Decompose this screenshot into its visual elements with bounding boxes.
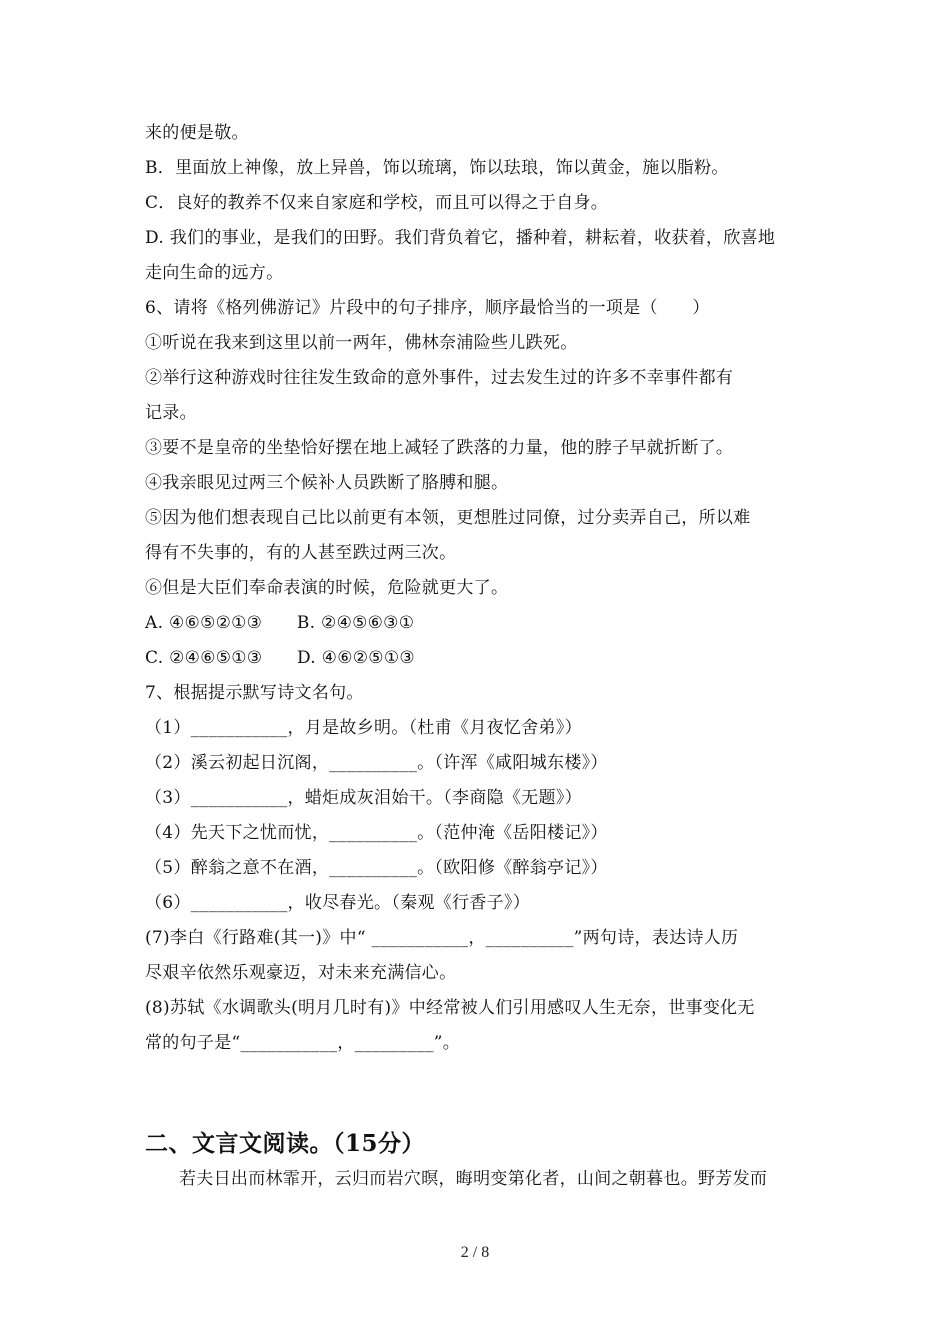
- section-title: 二、文言文阅读。（15分）: [145, 1130, 426, 1157]
- poem-blank-3: （3）___________，蜡炬成灰泪始干。（李商隐《无题》）: [145, 788, 582, 808]
- answer-options-cd: C. ②④⑥⑤①③ D. ④⑥②⑤①③: [145, 648, 415, 668]
- poem-blank-7-cont: 尽艰辛依然乐观豪迈，对未来充满信心。: [145, 963, 457, 983]
- question-text-block: [145, 116, 815, 1061]
- poem-blank-4: （4）先天下之忧而忧，__________。（范仲淹《岳阳楼记》）: [145, 823, 608, 843]
- poem-blank-8-cont: 常的句子是“___________，_________”。: [145, 1033, 461, 1053]
- page-number: 2 / 8: [460, 1244, 490, 1261]
- option-c-line: C．良好的教养不仅来自家庭和学校，而且可以得之于自身。: [145, 193, 609, 213]
- sentence-6: ⑥但是大臣们奉命表演的时候，危险就更大了。: [145, 578, 509, 598]
- option-b-line: B．里面放上神像，放上异兽，饰以琉璃，饰以珐琅，饰以黄金，施以脂粉。: [145, 158, 729, 178]
- sentence-2-cont: 记录。: [145, 403, 197, 423]
- text-line: 来的便是敬。: [145, 123, 249, 143]
- poem-blank-8: (8)苏轼《水调歌头(明月几时有)》中经常被人们引用感叹人生无奈，世事变化无: [145, 998, 755, 1018]
- question-6-stem: 6、请将《格列佛游记》片段中的句子排序，顺序最恰当的一项是（ ）: [145, 298, 710, 318]
- poem-blank-6: （6）___________，收尽春光。（秦观《行香子》）: [145, 893, 531, 913]
- option-d-line: D. 我们的事业，是我们的田野。我们背负着它，播种着，耕耘着，收获着，欣喜地: [145, 228, 776, 248]
- sentence-5-cont: 得有不失事的，有的人甚至跌过两三次。: [145, 543, 457, 563]
- answer-options-ab: A. ④⑥⑤②①③ B. ②④⑤⑥③①: [145, 613, 415, 633]
- sentence-5: ⑤因为他们想表现自己比以前更有本领，更想胜过同僚，过分卖弄自己，所以难: [145, 508, 751, 528]
- poem-blank-1: （1）___________，月是故乡明。（杜甫《月夜忆舍弟》）: [145, 718, 582, 738]
- classical-text-paragraph: 若夫日出而林霏开，云归而岩穴暝，晦明变第化者，山间之朝暮也。野芳发而: [179, 1169, 768, 1189]
- sentence-3: ③要不是皇帝的坐垫恰好摆在地上减轻了跌落的力量，他的脖子早就折断了。: [145, 438, 734, 458]
- text-line: 走向生命的远方。: [145, 263, 284, 283]
- sentence-4: ④我亲眼见过两三个候补人员跌断了胳膊和腿。: [145, 473, 509, 493]
- poem-blank-7: (7)李白《行路难(其一)》中“ ___________，__________”两句诗，表达诗人历: [145, 928, 739, 948]
- sentence-2: ②举行这种游戏时往往发生致命的意外事件，过去发生过的许多不幸事件都有: [145, 368, 734, 388]
- sentence-1: ①听说在我来到这里以前一两年，佛林奈浦险些儿跌死。: [145, 333, 578, 353]
- poem-blank-2: （2）溪云初起日沉阁，__________。（许浑《咸阳城东楼》）: [145, 753, 608, 773]
- question-7-stem: 7、根据提示默写诗文名句。: [145, 683, 364, 703]
- poem-blank-5: （5）醉翁之意不在酒，__________。（欧阳修《醉翁亭记》）: [145, 858, 608, 878]
